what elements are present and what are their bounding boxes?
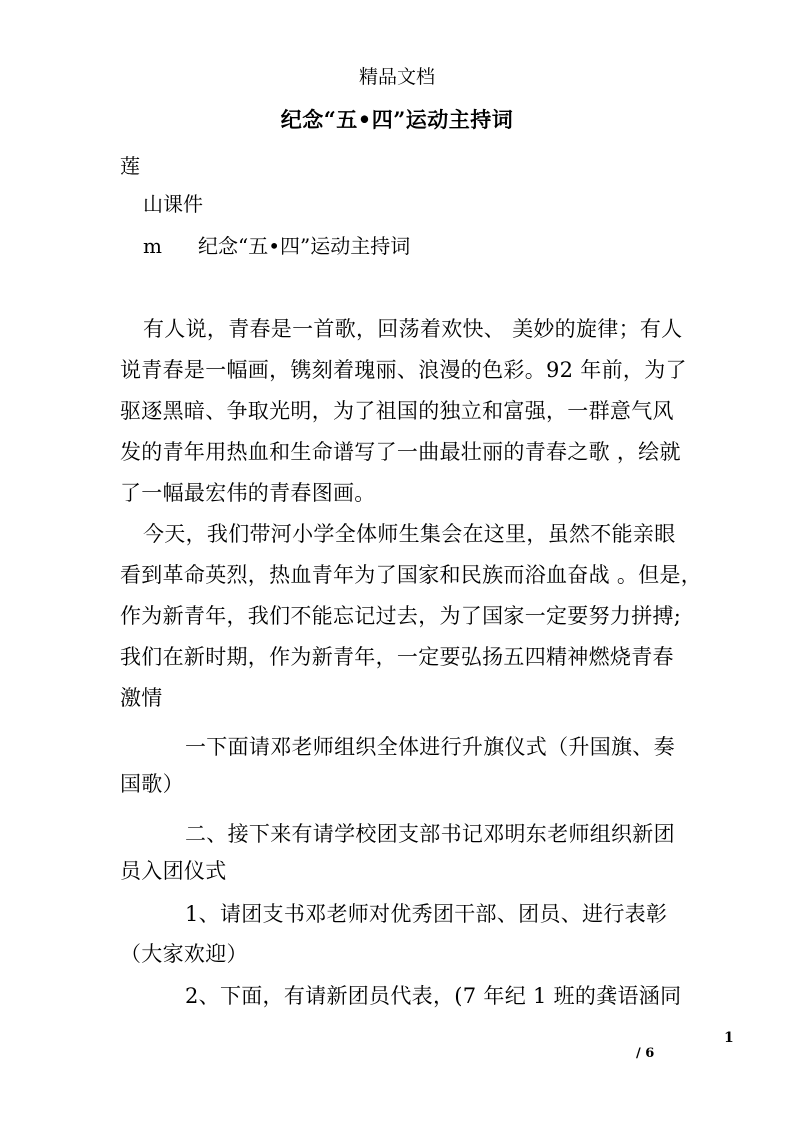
body-line: 有人说，青春是一首歌，回荡着欢快、 美妙的旋律；有人	[143, 317, 683, 341]
body-line: 说青春是一幅画，镌刻着瑰丽、浪漫的色彩。92 年前，为了	[120, 358, 687, 382]
body-line: 二、接下来有请学校团支部书记邓明东老师组织新团	[185, 822, 675, 846]
meta-line-3-prefix: m	[143, 234, 162, 258]
body-line: 发的青年用热血和生命谱写了一曲最壮丽的青春之歌 ，绘就	[120, 440, 681, 464]
body-line: 一下面请邓老师组织全体进行升旗仪式（升国旗、奏	[185, 735, 675, 759]
body-line: 作为新青年，我们不能忘记过去，为了国家一定要努力拼搏;	[120, 604, 682, 628]
body-line: 2、下面，有请新团员代表，(7 年纪 1 班的龚语涵同	[185, 984, 682, 1008]
meta-line-1: 莲	[120, 154, 140, 178]
body-line: 我们在新时期，作为新青年，一定要弘扬五四精神燃烧青春	[120, 645, 674, 669]
body-line: 驱逐黑暗、争取光明，为了祖国的独立和富强，一群意气风	[120, 399, 674, 423]
page-total: / 6	[636, 1046, 655, 1061]
body-line: 员入团仪式	[120, 859, 227, 883]
header-label: 精品文档	[358, 66, 435, 88]
body-line: 激情	[120, 686, 163, 710]
page-number: 1	[724, 1030, 734, 1046]
body-line: 国歌）	[120, 772, 184, 796]
document-title: 纪念“五•四”运动主持词	[280, 107, 514, 132]
body-line: 今天，我们带河小学全体师生集会在这里，虽然不能亲眼	[143, 522, 676, 546]
body-line: 看到革命英烈，热血青年为了国家和民族而浴血奋战 。但是，	[120, 563, 703, 587]
meta-line-3-text: 纪念“五•四”运动主持词	[198, 234, 411, 258]
meta-line-3	[143, 230, 410, 259]
body-line: 了一幅最宏伟的青春图画。	[120, 481, 376, 505]
meta-line-2: 山课件	[143, 192, 203, 216]
body-line: 1、请团支书邓老师对优秀团干部、团员、进行表彰	[185, 902, 668, 926]
body-line: （大家欢迎）	[120, 942, 248, 966]
